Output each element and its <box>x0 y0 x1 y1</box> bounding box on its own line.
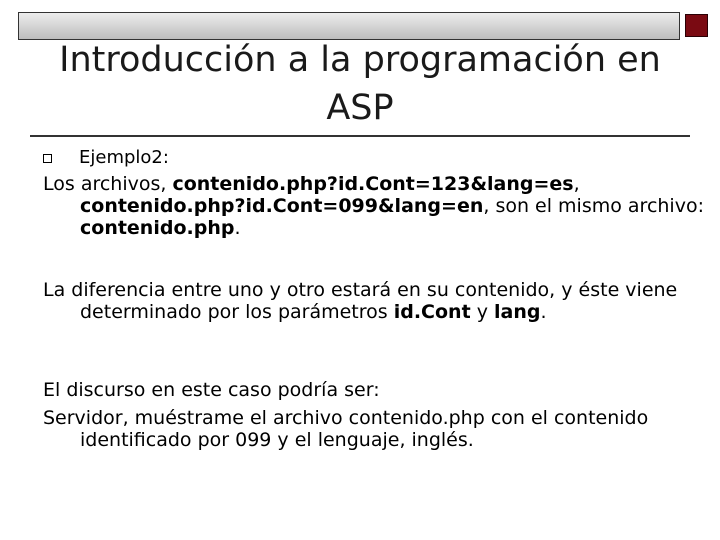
paragraph-files <box>43 173 705 239</box>
url-example-es: contenido.php?id.Cont=123&lang=es <box>172 173 574 195</box>
text-segment: , <box>573 173 580 195</box>
text-segment: . <box>234 217 241 239</box>
text-segment: . <box>540 301 547 323</box>
text-segment: Los archivos, <box>43 173 173 195</box>
title-decoration-square <box>685 14 708 37</box>
bullet-label: Ejemplo2: <box>79 147 169 168</box>
paragraph-difference <box>43 279 705 323</box>
text-segment: La diferencia entre uno y otro estará en su contenido, y éste viene determinado por los parámetros <box>43 279 678 323</box>
square-bullet-icon <box>43 154 52 163</box>
param-lang: lang <box>493 301 541 323</box>
text-segment: , son el mismo archivo: <box>483 195 704 217</box>
title-divider <box>30 135 690 137</box>
paragraph-discourse: El discurso en este caso podría ser: <box>43 379 380 401</box>
param-idcont: id.Cont <box>393 301 471 323</box>
paragraph-server-request: Servidor, muéstrame el archivo contenido.php con el contenido identificado por 099 y el lenguaje, inglés. <box>43 407 649 451</box>
slide-title: Introducción a la programación en ASP <box>59 40 661 128</box>
text-segment: y <box>470 301 494 323</box>
url-example-en: contenido.php?id.Cont=099&lang=en <box>80 195 484 217</box>
file-name: contenido.php <box>80 217 235 239</box>
